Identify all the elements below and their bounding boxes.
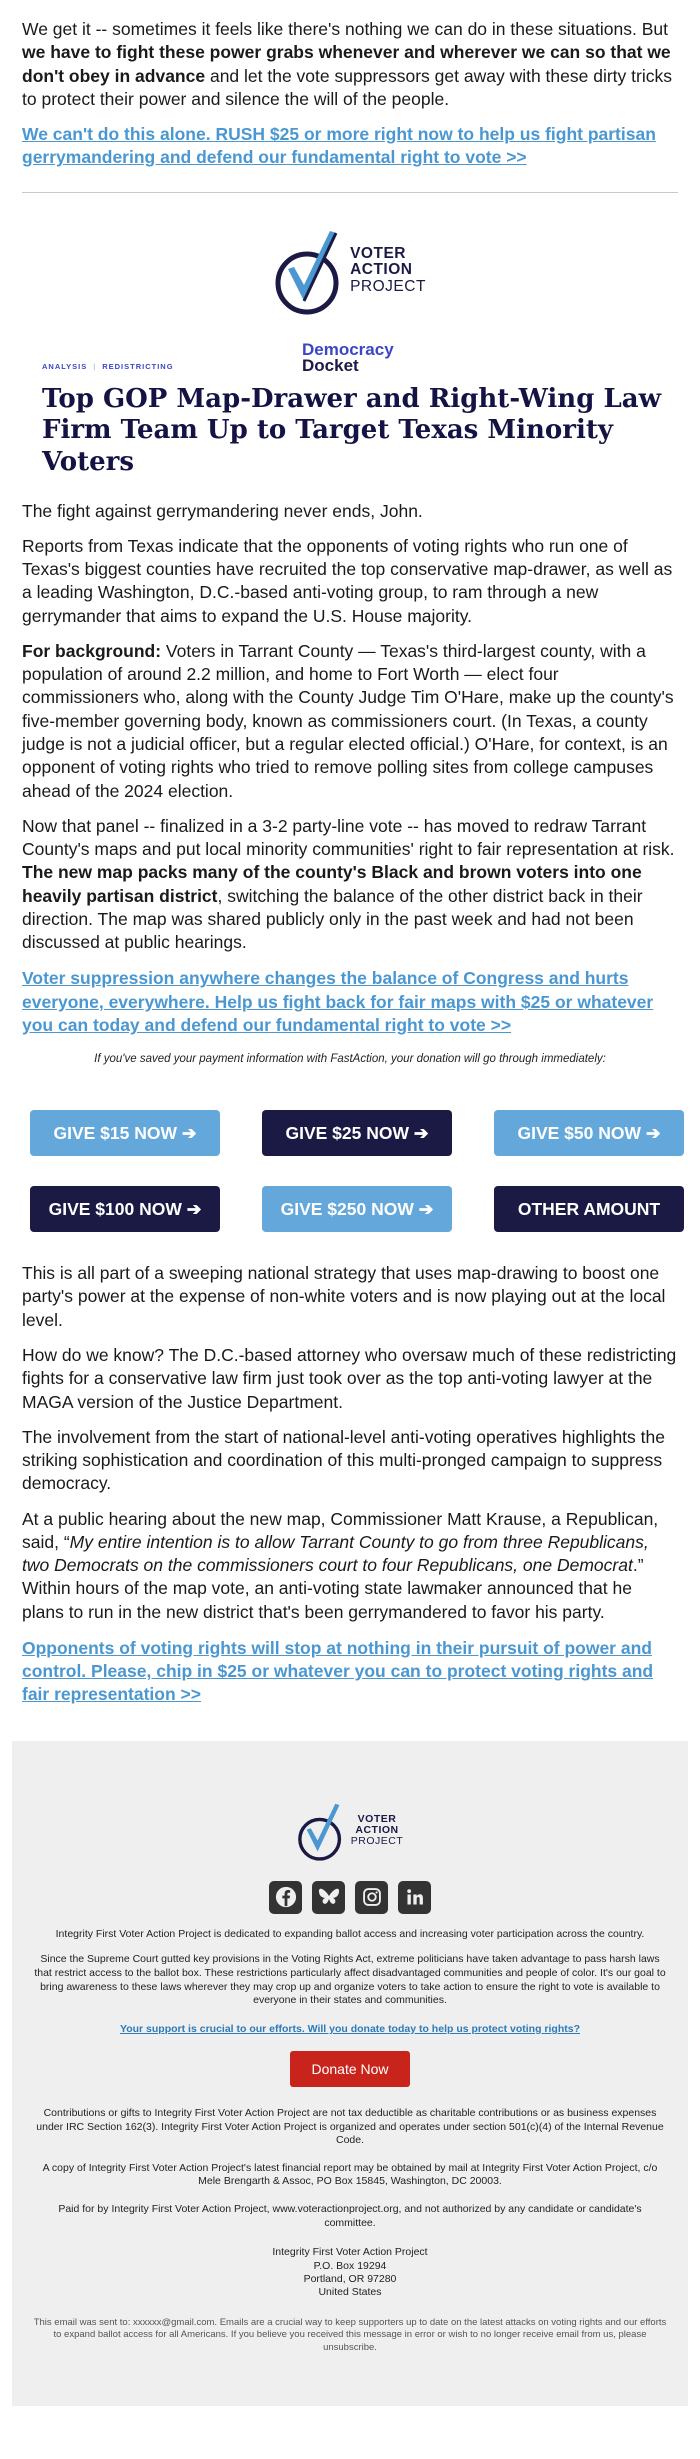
intro-text-bold: we have to fight these power grabs whenever and wherever we can so that we don't obey in advance [22, 42, 671, 86]
footer-support-link[interactable]: Your support is crucial to our efforts. Will you donate today to help us protect voting rights? [120, 2022, 580, 2035]
article-header-image[interactable] [22, 340, 678, 480]
background-text: Voters in Tarrant County — Texas's third-largest county, with a population of around 2.2 million, and home to Fort Worth — elect four commissioners who, along with the County Judge Tim O'Hare, make up the county's five-member governing body, known as commissioners court. (In Texas, a county judge is not a judicial officer, but a regular elected official.) O'Hare, for context, is an opponent of voting rights who tried to remove polling sites from college campuses ahead of the 2024 election. [22, 640, 674, 801]
krause-quote: My entire intention is to allow Tarrant County to go from three Republicans, two Democrats on the commissioners court to four Republicans, one Democrat [22, 1531, 649, 1576]
intro-text-c: and let the vote suppressors get away with these dirty tricks to protect their power and silence the will of the people. [22, 65, 672, 109]
footer-about: Since the Supreme Court gutted key provisions in the Voting Rights Act, extreme politicians have taken advantage to pass harsh laws that restrict access to the ballot box. These restrictions particularly affect disadvantaged communities and people of color. It's our goal to bring awareness to these laws wherever they may crop up and organize voters to take action to ensure the right to vote is available to everyone in their states and communities. [34, 1953, 666, 2007]
body-paragraph-7: The involvement from the start of national-level anti-voting operatives highlights the striking sophistication and coordination of this multi-pronged campaign to suppress democracy. [22, 1426, 665, 1494]
background-label: For background: [22, 640, 162, 661]
intro-text-a: We get it -- sometimes it feels like there's nothing we can do in these situations. But [22, 19, 668, 39]
address-line4: United States [318, 2285, 382, 2298]
body-paragraph-6: How do we know? The D.C.-based attorney who oversaw much of these redistricting fights for a conservative law firm just took over as the top anti-voting lawyer at the MAGA version of the Justice Department. [22, 1344, 677, 1412]
article-headline: Top GOP Map-Drawer and Right-Wing Law Firm Team Up to Target Texas Minority Voters [42, 383, 661, 478]
body-paragraph-1: The fight against gerrymandering never ends, John. [22, 500, 423, 521]
footer-tax-notice: Contributions or gifts to Integrity First Voter Action Project are not tax deductible as charitable contributions or as business expenses under IRC Section 162(3). Integrity First Voter Action Project is organized and operates under section 501(c)(4) of the Internal Revenue Code. [36, 2106, 664, 2147]
fair-maps-donate-link[interactable]: Voter suppression anywhere changes the balance of Congress and hurts everyone, everywhere. Help us fight back for fair maps with $25 or whatever you can today and defend our fundamental right to vote >> [22, 968, 654, 1035]
intro-paragraph [22, 18, 678, 111]
kicker-separator: | [93, 361, 97, 371]
footer-financial-report: A copy of Integrity First Voter Action Project's latest financial report may be obtained by mail at Integrity First Voter Action Project, c/o Mele Brengarth & Assoc, PO Box 15845, Washington, DC 20003. [42, 2161, 658, 2188]
kicker-redistricting: REDISTRICTING [102, 361, 174, 371]
footer-paid-for: Paid for by Integrity First Voter Action Project, www.voteractionproject.org, and not authorized by any candidate or candidate's committee. [58, 2203, 642, 2229]
give-15-button[interactable]: GIVE $15 NOW ➔ [30, 1110, 220, 1156]
democracy-docket-logo [302, 339, 394, 375]
logo-line3: PROJECT [350, 277, 426, 295]
p4-text-bold: The new map packs many of the county's Black and brown voters into one heavily partisan district [22, 862, 642, 906]
linkedin-icon[interactable] [398, 1881, 431, 1914]
footer-logo-line1: VOTER [357, 1813, 397, 1826]
divider [22, 192, 678, 193]
kicker-analysis: ANALYSIS [42, 361, 88, 371]
footer-address [32, 2246, 668, 2299]
address-line2: P.O. Box 19294 [313, 2259, 387, 2272]
article-kicker [42, 362, 174, 371]
footer-check-ballot-icon [297, 1801, 345, 1861]
instagram-icon[interactable] [355, 1881, 388, 1914]
docket-line1: Democracy [302, 339, 394, 359]
social-links [32, 1881, 668, 1914]
give-250-button[interactable]: GIVE $250 NOW ➔ [262, 1186, 452, 1232]
facebook-icon[interactable] [269, 1881, 302, 1914]
docket-line2: Docket [302, 355, 359, 375]
logo-line2: ACTION [350, 261, 413, 279]
give-25-button[interactable]: GIVE $25 NOW ➔ [262, 1110, 452, 1156]
footer-mission: Integrity First Voter Action Project is dedicated to expanding ballot access and increasing voter participation across the country. [55, 1927, 645, 1940]
footer-sent-to-notice[interactable]: This email was sent to: xxxxxx@gmail.com. Emails are a crucial way to keep supporters up to date on the latest attacks on voting rights and our efforts to expand ballot access for all Americans. If you believe you received this message in error or wish to no longer receive email from us, please unsubscribe. [33, 2316, 667, 2353]
body-paragraph-3 [22, 640, 678, 803]
p4-text-a: Now that panel -- finalized in a 3-2 party-line vote -- has moved to redraw Tarrant County's maps and put local minority communities' right to fair representation at risk. [22, 815, 675, 860]
p8-text-b: .” Within hours of the map vote, an anti-voting state lawmaker announced that he plans to run in the new district that's been gerrymandered to favor his party. [22, 1555, 644, 1622]
voter-action-project-logo [22, 227, 678, 315]
other-amount-button[interactable]: OTHER AMOUNT [494, 1186, 684, 1232]
check-ballot-icon [274, 227, 344, 315]
give-100-button[interactable]: GIVE $100 NOW ➔ [30, 1186, 220, 1232]
footer-logo-line2: ACTION [355, 1824, 399, 1837]
body-paragraph-8 [22, 1508, 678, 1624]
body-paragraph-2: Reports from Texas indicate that the opponents of voting rights who run one of Texas's biggest counties have recruited the top conservative map-drawer, as well as a leading Washington, D.C.-based anti-voting group, to ram through a new gerrymander that aims to expand the U.S. House majority. [22, 535, 673, 626]
email-footer [12, 1741, 688, 2406]
protect-voting-donate-link[interactable]: Opponents of voting rights will stop at nothing in their pursuit of power and control. Please, chip in $25 or whatever you can to protect voting rights and fair representation >> [22, 1637, 654, 1705]
give-50-button[interactable]: GIVE $50 NOW ➔ [494, 1110, 684, 1156]
body-paragraph-4 [22, 815, 678, 955]
p4-text-c: , switching the balance of the other district back in their direction. The map was shared publicly only in the past week and had not been discussed at public hearings. [22, 885, 643, 953]
footer-logo-wordmark [351, 1814, 404, 1847]
donate-now-button[interactable]: Donate Now [290, 2051, 409, 2087]
logo-line1: VOTER [350, 245, 406, 263]
intro-donate-link[interactable]: We can't do this alone. RUSH $25 or more right now to help us fight partisan gerrymandering and defend our fundamental right to vote >> [22, 124, 656, 168]
footer-logo [32, 1801, 668, 1861]
body-paragraph-5: This is all part of a sweeping national strategy that uses map-drawing to boost one party's power at the expense of non-white voters and is now playing out at the local level. [22, 1263, 666, 1330]
address-line1: Integrity First Voter Action Project [272, 2246, 428, 2259]
p8-text-a: At a public hearing about the new map, Commissioner Matt Krause, a Republican, said, “ [22, 1508, 659, 1552]
address-line3: Portland, OR 97280 [303, 2272, 397, 2285]
donation-buttons [30, 1110, 678, 1232]
fastaction-note: If you've saved your payment information with FastAction, your donation will go through immediately: [94, 1053, 606, 1066]
bluesky-icon[interactable] [312, 1881, 345, 1914]
footer-logo-line3: PROJECT [350, 1835, 404, 1848]
logo-wordmark [350, 246, 426, 295]
